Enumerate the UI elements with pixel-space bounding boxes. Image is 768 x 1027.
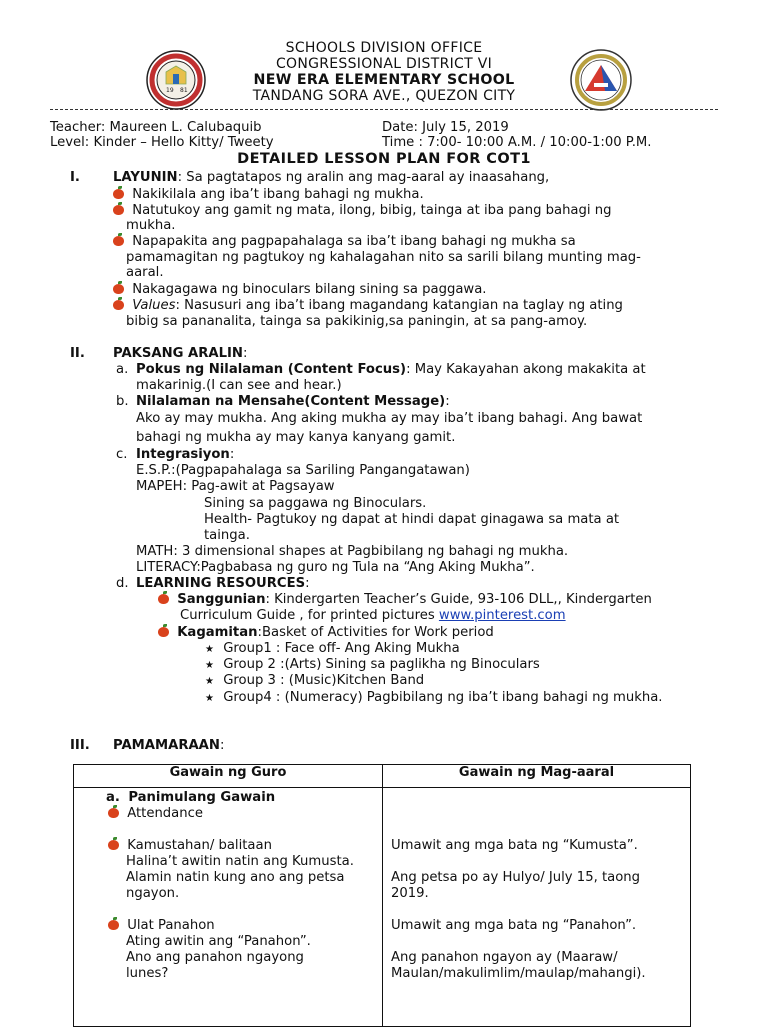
ano-panahon-1: Ano ang panahon ngayong (126, 950, 304, 965)
apple-bullet-icon (113, 236, 124, 246)
objective-3-cont2: aaral. (126, 265, 164, 280)
subhead: a. Panimulang Gawain (106, 790, 276, 805)
integration-health: Health- Pagtukoy ng dapat at hindi dapat ginagawa sa mata at (204, 512, 620, 527)
star-bullet-icon: ★ (205, 660, 214, 671)
star-bullet-icon: ★ (205, 676, 214, 687)
item-a-letter: a. (116, 362, 129, 377)
document-title: DETAILED LESSON PLAN FOR COT1 (237, 151, 531, 167)
section-1-heading (113, 170, 549, 186)
item-b-letter: b. (116, 394, 129, 409)
header-address: TANDANG SORA AVE., QUEZON CITY (252, 88, 516, 104)
content-focus: Pokus ng Nilalaman (Content Focus): May Kakayahan akong makakita at (136, 362, 646, 377)
apple-bullet-icon (108, 840, 119, 850)
apple-bullet-icon (158, 627, 169, 637)
sanggunian-cont: Curriculum Guide , for printed pictures www.pinterest.com (180, 608, 566, 623)
objective-2-cont: mukha. (126, 218, 176, 233)
ulat-panahon: Ulat Panahon (108, 918, 215, 934)
group-3: ★ Group 3 : (Music)Kitchen Band (205, 673, 425, 688)
header-school-name: NEW ERA ELEMENTARY SCHOOL (253, 72, 515, 88)
integration-esp: E.S.P.:(Pagpapahalaga sa Sariling Pangangatawan) (136, 463, 470, 478)
content-message-line1: Ako ay may mukha. Ang aking mukha ay may iba’t ibang bahagi. Ang bawat (136, 411, 643, 426)
integration-sining: Sining sa paggawa ng Binoculars. (204, 496, 427, 511)
sanggunian: Sanggunian: Kindergarten Teacher’s Guide, 93-106 DLL,, Kindergarten (158, 592, 652, 608)
svg-text:81: 81 (180, 87, 188, 94)
group-2: ★ Group 2 :(Arts) Sining sa paglikha ng Binoculars (205, 657, 540, 672)
lesson-time: Time : 7:00- 10:00 A.M. / 10:00-1:00 P.M. (382, 135, 652, 150)
section-2-number: II. (70, 346, 85, 361)
objective-3: Napapakita ang pagpapahalaga sa iba’t ibang bahagi ng mukha sa (113, 234, 576, 250)
apple-bullet-icon (113, 189, 124, 199)
item-c-letter: c. (116, 447, 128, 462)
procedure-table (73, 764, 691, 1027)
student-ngayon-1: Ang panahon ngayon ay (Maaraw/ (391, 950, 618, 965)
header-divider (50, 109, 718, 110)
student-petsa-2: 2019. (391, 886, 429, 901)
group-4: ★ Group4 : (Numeracy) Pagbibilang ng iba’t ibang bahagi ng mukha. (205, 690, 663, 705)
section-1-number: I. (70, 170, 80, 185)
section-1-intro: : Sa pagtatapos ng aralin ang mag-aaral ay inaasahang, (177, 170, 550, 185)
svg-text:19: 19 (166, 87, 174, 94)
teacher-name: Teacher: Maureen L. Calubaquib (50, 120, 262, 135)
objective-values: Values: Nasusuri ang iba’t ibang magandang katangian na taglay ng ating (113, 298, 623, 314)
learning-resources-heading: LEARNING RESOURCES: (136, 576, 310, 591)
objective-2: Natutukoy ang gamit ng mata, ilong, bibig, tainga at iba pang bahagi ng (113, 203, 611, 219)
content-focus-cont: makarinig.(I can see and hear.) (136, 378, 342, 393)
objective-values-cont: bibig sa pananalita, tainga sa pakikinig,sa paningin, at sa pang-amoy. (126, 314, 588, 329)
integration-literacy: LITERACY:Pagbabasa ng guro ng Tula na “Ang Aking Mukha”. (136, 560, 535, 575)
objective-4: Nakagagawa ng binoculars bilang sining sa paggawa. (113, 282, 486, 298)
apple-bullet-icon (108, 808, 119, 818)
kamustahan-cont: Halina’t awitin natin ang Kumusta. (126, 854, 354, 869)
integration-health-cont: tainga. (204, 528, 250, 543)
section-2-heading: PAKSANG ARALIN: (113, 346, 248, 361)
integration-mapeh: MAPEH: Pag-awit at Pagsayaw (136, 479, 335, 494)
objective-3-cont: pamamagitan ng pagtukoy ng kahalagahan nito sa sarili bilang munting mag- (126, 250, 641, 265)
content-message: Nilalaman na Mensahe(Content Message): (136, 394, 450, 409)
star-bullet-icon: ★ (205, 693, 214, 704)
header-district: CONGRESSIONAL DISTRICT VI (275, 56, 493, 72)
attendance: Attendance (108, 806, 203, 822)
kamustahan: Kamustahan/ balitaan (108, 838, 272, 854)
apple-bullet-icon (113, 205, 124, 215)
petsa-1: Alamin natin kung ano ang petsa (126, 870, 345, 885)
integration-math: MATH: 3 dimensional shapes at Pagbibilang ng bahagi ng mukha. (136, 544, 569, 559)
item-d-letter: d. (116, 576, 129, 591)
apple-bullet-icon (108, 920, 119, 930)
section-1-title: LAYUNIN (113, 170, 178, 185)
col-teacher-header: Gawain ng Guro (74, 765, 383, 788)
integration-heading: Integrasiyon: (136, 447, 235, 462)
student-petsa-1: Ang petsa po ay Hulyo/ July 15, taong (391, 870, 641, 885)
student-panahon: Umawit ang mga bata ng “Panahon”. (391, 918, 637, 933)
kagamitan: Kagamitan:Basket of Activities for Work period (158, 625, 494, 641)
header-division-office: SCHOOLS DIVISION OFFICE (285, 40, 483, 56)
col-student-header: Gawain ng Mag-aaral (383, 765, 691, 788)
objective-1: Nakikilala ang iba’t ibang bahagi ng mukha. (113, 187, 424, 203)
section-3-number: III. (70, 738, 90, 753)
student-ngayon-2: Maulan/makulimlim/maulap/mahangi). (391, 966, 646, 981)
petsa-2: ngayon. (126, 886, 180, 901)
class-level: Level: Kinder – Hello Kitty/ Tweety (50, 135, 274, 150)
content-message-line2: bahagi ng mukha ay may kanya kanyang gamit. (136, 430, 456, 445)
star-bullet-icon: ★ (205, 644, 214, 655)
teacher-cell (74, 788, 383, 1027)
section-3-heading: PAMAMARAAN: (113, 738, 225, 753)
group-1: ★ Group1 : Face off- Ang Aking Mukha (205, 641, 460, 656)
pinterest-link[interactable]: www.pinterest.com (438, 608, 566, 623)
student-kumusta: Umawit ang mga bata ng “Kumusta”. (391, 838, 638, 853)
ano-panahon-2: lunes? (126, 966, 169, 981)
ulat-panahon-cont: Ating awitin ang “Panahon”. (126, 934, 311, 949)
student-cell (383, 788, 691, 1027)
lesson-date: Date: July 15, 2019 (382, 120, 509, 135)
apple-bullet-icon (113, 300, 124, 310)
apple-bullet-icon (113, 284, 124, 294)
apple-bullet-icon (158, 594, 169, 604)
